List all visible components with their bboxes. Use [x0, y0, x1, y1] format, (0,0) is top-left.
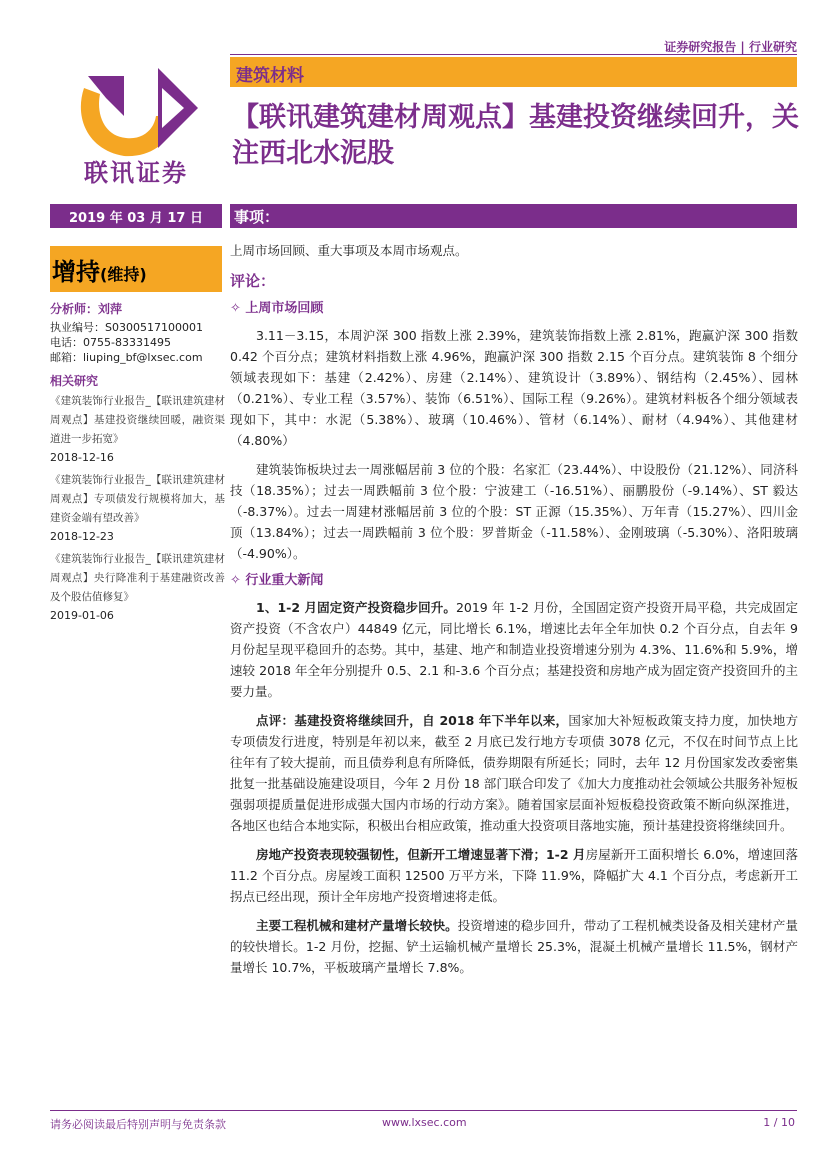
related-date: 2018-12-16	[50, 451, 114, 464]
paragraph-lead: 点评：基建投资将继续回升，自 2018 年下半年以来，	[256, 713, 569, 728]
event-bar	[230, 204, 797, 228]
analyst-phone: 电话：0755-83331495	[50, 336, 171, 349]
paragraph: 3.11－3.15，本周沪深 300 指数上涨 2.39%，建筑装饰指数上涨 2.81%，跑赢沪深 300 指数 0.42 个百分点；建筑材料指数上涨 4.96%，跑赢沪深 300 指数 2.15 个百分点。建筑装饰 8 个细分领域表现如下：基建（2.42%）、房建（2.14%）、建筑设计（3.89%）、钢结构（2.45%）、园林（0.21%）、专业工程（3.57%）、装饰（6.51%）、国际工程（9.26%）。建筑材料板各个细分领域表现如下，其中：水泥（5.38%）、玻璃（10.46%）、管材（6.14%）、耐材（4.94%）、其他建材（4.80%）	[230, 328, 798, 448]
paragraph	[230, 710, 798, 836]
event-label: 事项：	[234, 208, 280, 226]
related-date: 2018-12-23	[50, 530, 114, 543]
rating-box	[50, 246, 222, 292]
paragraph-lead: 房地产投资表现较强韧性，但新开工增速显著下滑；1-2 月	[256, 847, 586, 862]
paragraph	[230, 844, 798, 907]
section-heading: ✧ 行业重大新闻	[230, 573, 324, 588]
footer-divider	[50, 1110, 797, 1111]
paragraph	[230, 597, 798, 702]
paragraph-body: 房屋新开工面积增长 6.0%，增速回落 11.2 个百分点。房屋竣工面积 12500 万平方米，下降 11.9%，降幅扩大 4.1 个百分点，考虑新开工拐点已经出现，预计全年房地产投资增速将走低。	[230, 847, 799, 904]
related-title: 相关研究	[50, 374, 99, 388]
report-type: 证券研究报告 | 行业研究	[664, 40, 797, 54]
company-name: 联讯证券	[84, 159, 188, 187]
main-content	[230, 240, 798, 978]
event-text: 上周市场回顾、重大事项及本周市场观点。	[230, 243, 468, 258]
rating	[52, 252, 147, 287]
related-date: 2019-01-06	[50, 609, 114, 622]
rating-sub: (维持)	[100, 265, 147, 284]
paragraph-body: 投资增速的稳步回升，带动了工程机械类设备及相关建材产量的较快增长。1-2 月份，挖掘、铲土运输机械产量增长 25.3%，混凝土机械产量增长 11.5%，钢材产量增长 10.7%，平板玻璃产量增长 7.8%。	[230, 918, 798, 975]
paragraph	[230, 915, 798, 978]
footer-url[interactable]: www.lxsec.com	[382, 1116, 467, 1129]
report-title: 【联讯建筑建材周观点】基建投资继续回升，关注西北水泥股	[232, 102, 799, 169]
sector-bar	[230, 57, 797, 87]
comment-heading: 评论：	[230, 272, 276, 290]
report-date: 2019 年 03 月 17 日	[69, 211, 203, 226]
related-item[interactable]: 《建筑装饰行业报告_【联讯建筑建材周观点】基建投资继续回暖，融资渠道进一步拓宽》	[50, 395, 225, 445]
sector-label: 建筑材料	[236, 66, 304, 86]
sidebar	[50, 302, 225, 629]
footer-disclaimer[interactable]: 请务必阅读最后特别声明与免责条款	[50, 1118, 226, 1131]
paragraph-lead: 主要工程机械和建材产量增长较快。	[256, 918, 458, 933]
header-divider	[230, 54, 797, 55]
paragraph: 建筑装饰板块过去一周涨幅居前 3 位的个股：名家汇（23.44%）、中设股份（21.12%）、同济科技（18.35%）；过去一周跌幅前 3 位个股：宁波建工（-16.51%）、丽鹏股份（-9.14%）、ST 毅达（-8.37%）。过去一周建材涨幅居前 3 位的个股：ST 正源（15.35%）、万年青（15.27%）、四川金顶（13.84%）；过去一周跌幅前 3 位个股：罗普斯金（-11.58%）、金刚玻璃（-5.30%）、洛阳玻璃（-4.90%）。	[230, 462, 798, 561]
analyst-license: 执业编号：S0300517100001	[50, 321, 203, 334]
paragraph-lead: 1、1-2 月固定资产投资稳步回升。	[256, 600, 456, 615]
analyst-email[interactable]: 邮箱：liuping_bf@lxsec.com	[50, 351, 203, 364]
section-heading: ✧ 上周市场回顾	[230, 301, 324, 316]
related-item[interactable]: 《建筑装饰行业报告_【联讯建筑建材周观点】专项债发行规模将加大，基建资金端有望改善》	[50, 474, 225, 524]
rating-main: 增持	[52, 258, 100, 286]
paragraph-body: 2019 年 1-2 月份，全国固定资产投资开局平稳，共完成固定资产投资（不含农户）44849 亿元，同比增长 6.1%，增速比去年全年加快 0.2 个百分点，自去年 9 月份起呈现平稳回升的态势。其中，基建、地产和制造业投资增速分别为 4.3%、11.6%和 5.9%，增速较 2018 年全年分别提升 0.5、2.1 和-3.6 个百分点；基建投资和房地产成为固定资产投资回升的主要力量。	[230, 600, 798, 699]
related-item[interactable]: 《建筑装饰行业报告_【联讯建筑建材周观点】央行降准利于基建融资改善及个股估值修复》	[50, 553, 225, 603]
analyst-name: 分析师：刘萍	[50, 302, 123, 316]
paragraph-body: 国家加大补短板政策支持力度，加快地方专项债发行进度，特别是年初以来，截至 2 月底已发行地方专项债 3078 亿元，不仅在时间节点上比往年有了较大提前，而且债券利息有所降低，债券期限有所延长；同时，去年 12 月份国家发改委密集批复一批基础设施建设项目，今年 2 月份 18 部门联合印发了《加大力度推动社会领域公共服务补短板强弱项提质量促进形成强大国内市场的行动方案》。随着国家层面补短板稳投资政策不断向纵深推进，各地区也结合本地实际，积极出台相应政策，推动重大投资项目落地实施，预计基建投资将继续回升。	[230, 713, 798, 833]
date-bar	[50, 204, 222, 228]
page-number: 1 / 10	[763, 1116, 795, 1129]
